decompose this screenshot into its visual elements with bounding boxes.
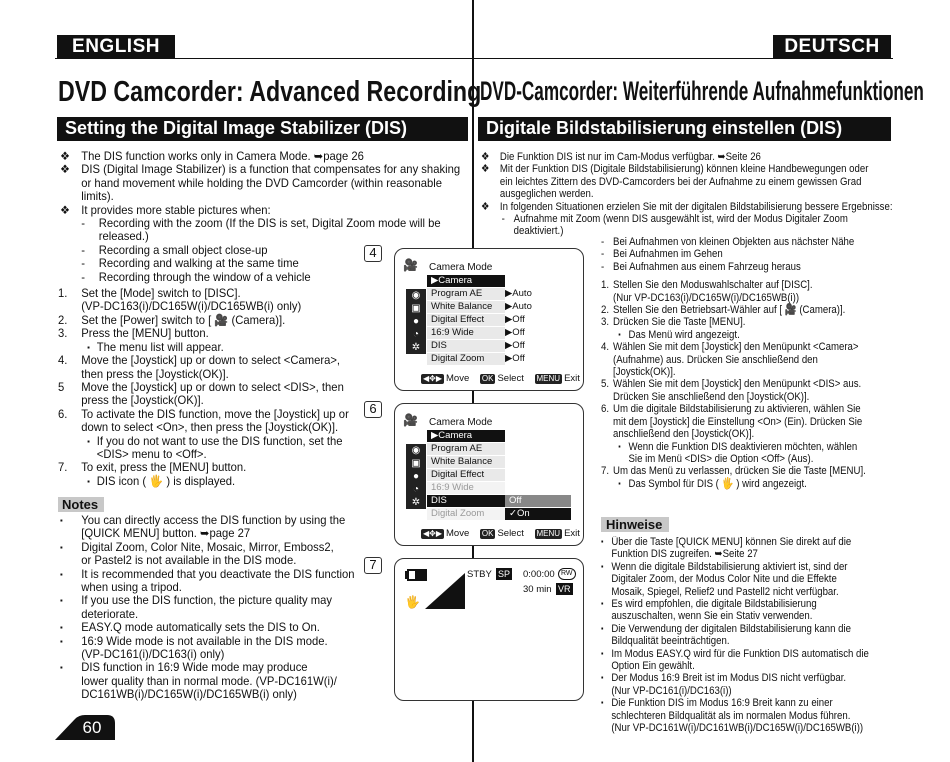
dis-hand-icon: 🖐: [405, 595, 420, 609]
camera-mode-icon: 🎥: [403, 258, 418, 272]
ok-icon: OK: [481, 374, 494, 383]
note-item: ▪ Es wird empfohlen, die digitale Bildstabilisierung: [601, 598, 817, 611]
section-title-en: Setting the Digital Image Stabilizer (DIS): [57, 117, 468, 139]
note-item: ▪ Wenn die digitale Bildstabilisierung aktiviert ist, sind der: [601, 560, 848, 573]
list-item: ❖ It provides more stable pictures when:: [59, 203, 271, 217]
menu-icon: MENU: [536, 374, 561, 383]
note-item: ▪ It is recommended that you deactivate the DIS function: [59, 567, 355, 581]
step-4-badge: 4: [364, 245, 382, 262]
step-4: 4. Move the [Joystick] up or down to select <Camera>,: [58, 354, 341, 368]
hinweise-heading: Hinweise: [601, 517, 669, 532]
step-7-badge: 7: [364, 557, 382, 574]
power-icon: ◔: [406, 328, 426, 341]
menu-value: ▶Auto: [505, 288, 532, 299]
step-1: 1. Stellen Sie den Moduswahlschalter auf [DISC].: [601, 279, 813, 292]
list-item: - Recording with the zoom (If the DIS is set, Digital Zoom mode will be: [81, 217, 441, 231]
step-6-badge: 6: [364, 401, 382, 418]
camera-icon: ◉: [406, 444, 426, 457]
step-3: 3. Drücken Sie die Taste [MENU].: [601, 316, 746, 329]
disc-icon: ●: [406, 315, 426, 328]
english-notes: ▪ You can directly access the DIS function by using the [QUICK MENU] button. ➥page 27 ▪ Digital Zoom, Color Nite, Mosaic, Mirror, Emboss2, or Pastel2 is not available in the DIS mode. ▪ It is recommended that you deactivate the DIS function when using a tripod. ▪ If you use the DIS function, the picture quality may deteriorate. ▪ EASY.Q mode automatically sets the DIS to On. ▪ 16:9 Wide mode is not available in the DIS mode. (VP-DC161(i)/DC163(i) only) ▪ DIS function in 16:9 Wide mode may produce lower quality than in normal mode. (VP-DC161W(i)/ DC161WB(i)/DC165W(i)/DC165WB(i) only): [59, 514, 355, 702]
menu-item-dis[interactable]: DIS: [427, 495, 505, 508]
menu-value: ▶Off: [505, 327, 525, 338]
menu-item[interactable]: Digital Effect: [427, 469, 505, 482]
note-item: ▪ Digital Zoom, Color Nite, Mosaic, Mirror, Emboss2,: [59, 540, 334, 554]
notes-heading: Notes: [58, 497, 104, 512]
page-title-en: DVD Camcorder: Advanced Recording: [58, 76, 482, 108]
deutsch-tab: DEUTSCH: [773, 35, 891, 58]
list-item: ❖ DIS (Digital Image Stabilizer) is a function that compensates for any shaking: [59, 163, 461, 177]
settings-icon: ✲: [406, 341, 426, 354]
list-item: - Bei Aufnahmen aus einem Fahrzeug heraus: [601, 260, 801, 273]
menu-item[interactable]: White Balance: [427, 456, 505, 469]
step-1: 1. Set the [Mode] switch to [DISC].: [58, 287, 241, 301]
list-item: - Bei Aufnahmen im Gehen: [601, 248, 723, 261]
section-rule-de: [478, 139, 891, 141]
pointer-triangle: [425, 573, 465, 609]
joystick-icon: ◀✥▶: [423, 374, 443, 383]
menu-value: ▶Auto: [505, 301, 532, 312]
menu-item[interactable]: White Balance: [427, 301, 505, 314]
note-item: ▪ Die Verwendung der digitalen Bildstabilisierung kann die: [601, 622, 851, 635]
note-item: ▪ You can directly access the DIS function by using the: [59, 514, 346, 527]
menu-item[interactable]: DIS: [427, 340, 505, 353]
note-item: ▪ EASY.Q mode automatically sets the DIS to On.: [59, 621, 320, 635]
menu-item[interactable]: Digital Zoom: [427, 508, 505, 521]
menu-value: ▶Off: [505, 314, 525, 325]
battery-icon: [405, 569, 427, 581]
english-tab: ENGLISH: [57, 35, 175, 58]
step-3: 3. Press the [MENU] button.: [58, 327, 209, 341]
page-title-de: DVD-Camcorder: Weiterführende Aufnahmefunktionen: [480, 76, 924, 106]
lcd-screen-step-4: [394, 248, 584, 391]
step-4: 4. Wählen Sie mit dem [Joystick] den Menüpunkt <Camera>: [601, 341, 859, 354]
german-notes: ▪ Über die Taste [QUICK MENU] können Sie direkt auf die Funktion DIS zugreifen. ➥Seite 27 ▪ Wenn die digitale Bildstabilisierung aktiviert ist, sind der Digitaler Zoom, der Modus Color Nite und die Effekte Mosaik, Spiegel, Relief2 und Pastell2 nicht verfügbar. ▪ Es wird empfohlen, die digitale Bildstabilisierung auszuschalten, wenn Sie ein Stativ verwenden. ▪ Die Verwendung der digitalen Bildstabilisierung kann die Bildqualität beeinträchtigen. ▪ Im Modus EASY.Q wird für die Funktion DIS automatisch die Option Ein gewählt. ▪ Der Modus 16:9 Breit ist im Modus DIS nicht verfügbar. (Nur VP-DC161(i)/DC163(i)) ▪ Die Funktion DIS im Modus 16:9 Breit kann zu einer schlechteren Bildqualität als im normalen Modus führen. (Nur VP-DC161W(i)/DC161WB(i)/DC165W(i)/DC165WB(i)): [601, 536, 869, 735]
step-6: 6. Um die digitale Bildstabilisierung zu aktivieren, wählen Sie: [601, 403, 861, 416]
list-item: ❖ The DIS function works only in Camera Mode. ➥page 26: [59, 150, 364, 163]
step-5: 5 Move the [Joystick] up or down to select <DIS>, then: [58, 380, 344, 394]
menu-footer: ◀✥▶ Move OK Select MENU Exit: [423, 528, 580, 539]
list-item: - Bei Aufnahmen von kleinen Objekten aus nächster Nähe: [601, 236, 855, 248]
list-item: ❖ Mit der Funktion DIS (Digitale Bildstabilisierung) können kleine Handbewegungen oder: [481, 163, 869, 176]
menu-tab-camera[interactable]: ▶Camera: [427, 430, 505, 443]
disc-rw-icon: RW: [558, 568, 576, 580]
menu-icon: MENU: [536, 529, 561, 538]
format-badge: VR: [558, 584, 571, 594]
settings-icon: ✲: [406, 496, 426, 509]
section-rule-en: [57, 139, 468, 141]
note-item: ▪ Der Modus 16:9 Breit ist im Modus DIS nicht verfügbar.: [601, 672, 847, 685]
film-icon: ▣: [406, 302, 426, 315]
menu-footer: ◀✥▶ Move OK Select MENU Exit: [423, 373, 580, 384]
list-item: - Recording through the window of a vehicle: [81, 270, 311, 284]
ok-icon: OK: [481, 529, 494, 538]
menu-item[interactable]: 16:9 Wide: [427, 482, 505, 495]
menu-tab-camera[interactable]: ▶Camera: [427, 275, 505, 288]
camera-icon: ◉: [406, 289, 426, 302]
quality-badge: SP: [498, 569, 511, 579]
section-title-de: Digitale Bildstabilisierung einstellen (DIS): [478, 117, 891, 139]
lcd-screen-step-6: [394, 403, 584, 546]
note-item: ▪ Die Funktion DIS im Modus 16:9 Breit kann zu einer: [601, 697, 833, 710]
step-5: 5. Wählen Sie mit dem [Joystick] den Menüpunkt <DIS> aus.: [601, 378, 862, 391]
menu-item[interactable]: 16:9 Wide: [427, 327, 505, 340]
note-item: ▪ DIS function in 16:9 Wide mode may produce: [59, 661, 308, 675]
standby-status: STBY: [467, 569, 492, 580]
menu-header: Camera Mode: [429, 262, 493, 273]
note-item: ▪ If you use the DIS function, the picture quality may: [59, 594, 332, 608]
remaining-time: 30 min: [523, 584, 552, 595]
disc-icon: ●: [406, 470, 426, 483]
camera-mode-icon: 🎥: [403, 413, 418, 427]
list-item: ❖ In folgenden Situationen erzielen Sie mit der digitalen Bildstabilisierung bessere Ergebnisse:: [481, 200, 893, 213]
menu-value: ▶Off: [505, 353, 525, 364]
menu-item[interactable]: Digital Effect: [427, 314, 505, 327]
page-number: 60: [82, 718, 102, 737]
menu-item[interactable]: Program AE: [427, 443, 505, 456]
step-7: 7. To exit, press the [MENU] button.: [58, 461, 247, 475]
note-item: ▪ 16:9 Wide mode is not available in the DIS mode.: [59, 634, 328, 648]
menu-header: Camera Mode: [429, 417, 493, 428]
header-rule: [55, 58, 893, 59]
option-off[interactable]: Off: [505, 495, 571, 508]
joystick-icon: ◀✥▶: [423, 529, 443, 538]
time-counter: 0:00:00: [523, 569, 555, 580]
german-body: ❖ Die Funktion DIS ist nur im Cam-Modus verfügbar. ➥Seite 26 ❖ Mit der Funktion DIS (Digitale Bildstabilisierung) können kleine Handbewegungen oder ein leichtes Zittern des DVD-Camcorders bei der Aufnahme zu einem gewissen Grad ausgeglichen werden. ❖ In folgenden Situationen erzielen Sie mit der digitalen Bildstabilisierung bessere Ergebnisse: - Aufnahme mit Zoom (wenn DIS ausgewählt ist, wird der Modus Digitaler Zoom deaktiviert.): [481, 151, 893, 238]
note-item: ▪ Im Modus EASY.Q wird für die Funktion DIS automatisch die: [601, 647, 869, 660]
step-2: 2. Stellen Sie den Betriebsart-Wähler auf [ 🎥 (Camera)].: [601, 304, 846, 317]
list-item: ❖ Die Funktion DIS ist nur im Cam-Modus verfügbar. ➥Seite 26: [481, 151, 761, 163]
menu-item[interactable]: Program AE: [427, 288, 505, 301]
step-7: 7. Um das Menü zu verlassen, drücken Sie die Taste [MENU].: [601, 465, 866, 478]
lcd-screen-step-7: [394, 558, 584, 701]
english-body: ❖ The DIS function works only in Camera Mode. ➥page 26 ❖ DIS (Digital Image Stabilizer) is a function that compensates for any shaking or hand movement while holding the DVD Camcorder (within reasonable limits). ❖ It provides more stable pictures when: - Recording with the zoom (If the DIS is set, Digital Zoom mode will be released.) - Recording a small object close-up - Recording and walking at the same time - Recording through the window of a vehicle 1. Set the [Mode] switch to [DISC]. (VP-DC163(i)/DC165W(i)/DC165WB(i) only) 2. Set the [Power] switch to [ 🎥 (Camera)]. 3. Press the [MENU] button. ▪ The menu list will appear. 4. Move the [Joystick] up or down to select <Camera>, then press the [Joystick(OK)]. 5 Move the [Joystick] up or down to select <DIS>, then press the [Joystick(OK)]. 6. To activate the DIS function, move the [Joystick] up or down to select <On>, then press the [Joystick(OK)]. ▪ If you do not want to use the DIS function, set the <DIS> menu to <Off>. 7. To exit, press the [MENU] button. ▪ DIS icon ( 🖐 ) is displayed.: [58, 150, 461, 488]
menu-item[interactable]: Digital Zoom: [427, 353, 505, 366]
german-steps: - Bei Aufnahmen von kleinen Objekten aus nächster Nähe - Bei Aufnahmen im Gehen - Bei Aufnahmen aus einem Fahrzeug heraus 1. Stellen Sie den Moduswahlschalter auf [DISC]. (Nur VP-DC163(i)/DC165W(i)/DC165WB(i)) 2. Stellen Sie den Betriebsart-Wähler auf [ 🎥 (Camera)]. 3. Drücken Sie die Taste [MENU]. ▪ Das Menü wird angezeigt. 4. Wählen Sie mit dem [Joystick] den Menüpunkt <Camera> (Aufnahme) aus. Drücken Sie anschließend den [Joystick(OK)]. 5. Wählen Sie mit dem [Joystick] den Menüpunkt <DIS> aus. Drücken Sie anschließend den [Joystick(OK)]. 6. Um die digitale Bildstabilisierung zu aktivieren, wählen Sie mit dem [Joystick] die Einstellung <On> (Ein). Drücken Sie anschließend den [Joystick(OK)]. ▪ Wenn die Funktion DIS deaktivieren möchten, wählen Sie im Menü <DIS> die Option <Off> (Aus). 7. Um das Menü zu verlassen, drücken Sie die Taste [MENU]. ▪ Das Symbol für DIS ( 🖐 ) wird angezeigt.: [601, 236, 866, 490]
note-item: ▪ Über die Taste [QUICK MENU] können Sie direkt auf die: [601, 536, 852, 548]
list-item: - Recording a small object close-up: [81, 243, 268, 257]
power-icon: ◔: [406, 483, 426, 496]
step-6: 6. To activate the DIS function, move the [Joystick] up or: [58, 407, 349, 421]
list-item: - Aufnahme mit Zoom (wenn DIS ausgewählt ist, wird der Modus Digitaler Zoom: [501, 213, 848, 226]
step-2: 2. Set the [Power] switch to [ 🎥 (Camera)].: [58, 313, 286, 327]
list-item: - Recording and walking at the same time: [81, 257, 299, 271]
menu-value: ▶Off: [505, 340, 525, 351]
option-on[interactable]: ✓On: [505, 508, 571, 521]
film-icon: ▣: [406, 457, 426, 470]
